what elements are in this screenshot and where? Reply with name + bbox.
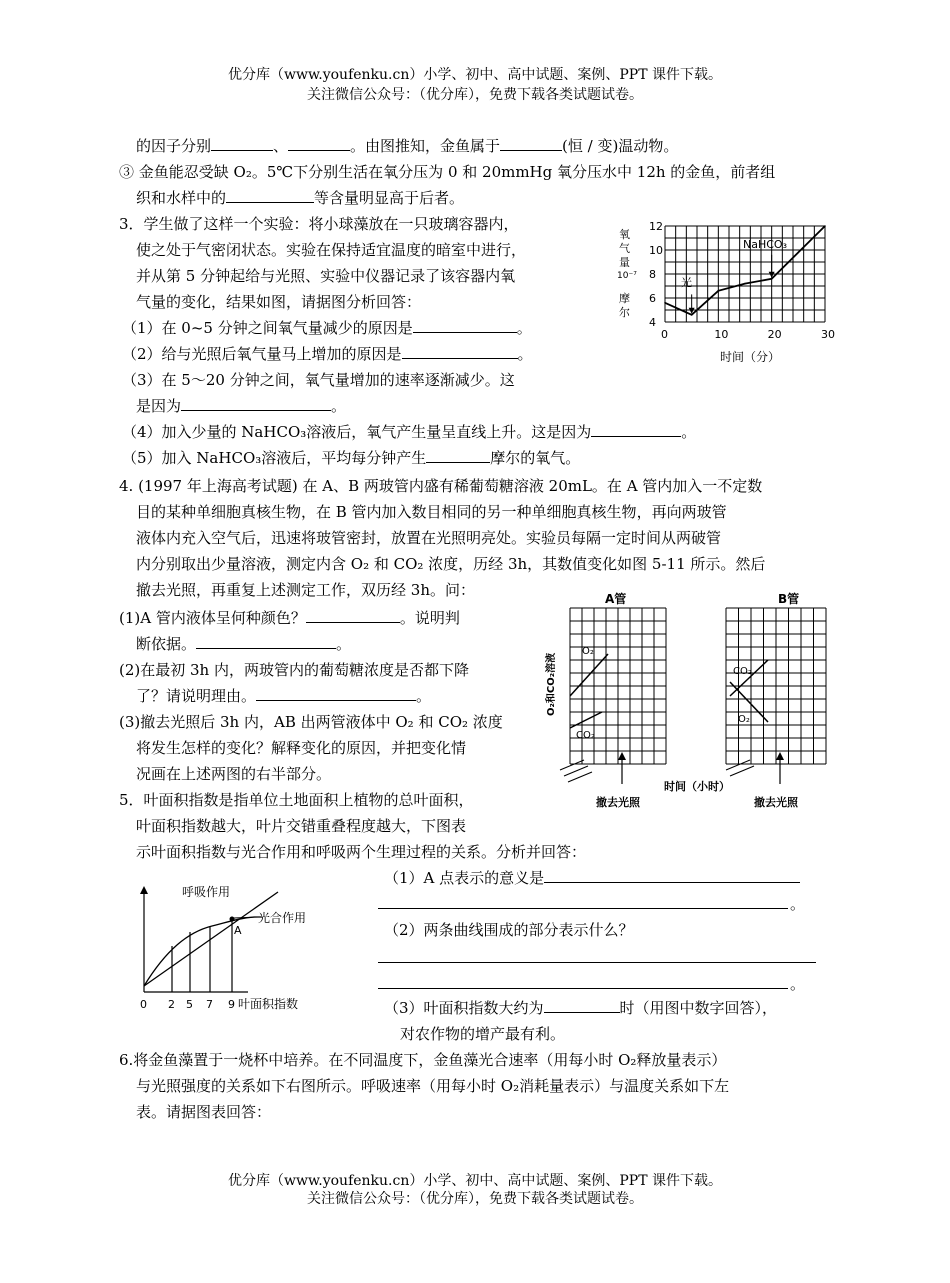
q5-sub-1: （1）A 点表示的意义是	[384, 868, 800, 888]
tick-9: 9	[228, 998, 235, 1011]
line-3: 织和水样中的 等含量明显高于后者。	[136, 189, 465, 207]
oxygen-y-label: 氧	[619, 228, 630, 241]
respiration-label: 呼吸作用	[182, 885, 231, 899]
y-tick-label: 12	[649, 220, 663, 233]
period-mark: 。	[790, 975, 806, 993]
q5-sub-2: （2）两条曲线围成的部分表示什么？	[384, 921, 634, 939]
oxygen-data-point	[744, 283, 746, 285]
q5-line-1: 5．叶面积指数是指单位土地面积上植物的总叶面积，	[119, 791, 474, 809]
q5-line-2: 叶面积指数越大，叶片交错重叠程度越大，下图表	[136, 817, 467, 835]
q3-line-2: 使之处于气密闭状态。实验在保持适宜温度的暗室中进行，	[136, 241, 527, 259]
answer-line	[378, 908, 788, 909]
tube-a-co2-label: CO₂	[576, 730, 595, 741]
oxygen-data-point	[824, 225, 826, 227]
oxygen-y-label-5: 摩	[619, 292, 630, 305]
tick-7: 7	[206, 998, 213, 1011]
q3-line-3: 并从第 5 分钟起给与光照、实验中仪器记录了该容器内氧	[136, 267, 516, 285]
tube-y-label: O₂和CO₂溶液	[546, 652, 557, 716]
oxygen-y-label-6: 尔	[619, 306, 630, 319]
oxygen-y-label-2: 气	[619, 242, 630, 255]
q6-line-1: 6.将金鱼藻置于一烧杯中培养。在不同温度下，金鱼藻光合速率（用每小时 O₂释放量表示）	[119, 1051, 727, 1069]
q3-sub-5: （5）加入 NaHCO₃溶液后，平均每分钟产生 摩尔的氧气。	[122, 449, 581, 467]
x-tick-label: 10	[714, 328, 729, 341]
tube-a-co2-line	[570, 712, 602, 728]
tube-a-annot: 撤去光照	[596, 796, 640, 809]
q5-line-3: 示叶面积指数与光合作用和呼吸两个生理过程的关系。分析并回答：	[136, 843, 587, 861]
oxygen-y-label-3: 量	[619, 256, 630, 269]
tube-b-o2-label: O₂	[738, 714, 750, 725]
q5-sub-3: （3）叶面积指数大约为 时（用图中数字回答），	[384, 999, 778, 1017]
point-a	[230, 917, 235, 922]
answer-line	[378, 988, 788, 989]
annot-light: 光	[681, 276, 692, 289]
y-tick-label: 6	[649, 292, 656, 305]
q3-line-4: 气量的变化，结果如图，请据图分析回答：	[136, 293, 422, 311]
q3-sub-3: （3）在 5～20 分钟之间，氧气量增加的速率逐渐减少。这	[122, 371, 515, 389]
footer-line-2: 关注微信公众号：（优分库），免费下载各类试题试卷。	[307, 1191, 643, 1207]
oxygen-x-label: 时间（分）	[720, 350, 781, 364]
q4-sub-3b: 将发生怎样的变化？解释变化的原因，并把变化情	[136, 739, 467, 757]
tube-a-o2-label: O₂	[582, 646, 594, 657]
tubes-chart	[540, 588, 840, 813]
header-line-1: 优分库（www.youfenku.cn）小学、初中、高中试题、案例、PPT 课件下载。	[227, 67, 722, 83]
tube-b-co2-label: CO₂	[733, 666, 752, 677]
point-a-label: A	[234, 924, 242, 937]
q3-sub-1: （1）在 0~5 分钟之间氧气量减少的原因是 。	[122, 319, 532, 337]
q6-line-2: 与光照强度的关系如下右图所示。呼吸速率（用每小时 O₂消耗量表示）与温度关系如下左	[136, 1077, 730, 1095]
q3-sub-4: （4）加入少量的 NaHCO₃溶液后，氧气产生量呈直线上升。这是因为 。	[122, 423, 697, 441]
q4-sub-1c: 断依据。 。	[136, 635, 352, 653]
y-tick-label: 4	[649, 316, 656, 329]
respiration-line	[144, 892, 278, 986]
tube-b-annot: 撤去光照	[754, 796, 798, 809]
footer-line-1: 优分库（www.youfenku.cn）小学、初中、高中试题、案例、PPT 课件下载。	[227, 1173, 722, 1189]
oxygen-data-point	[664, 302, 666, 304]
q4-line-3: 液体内充入空气后，迅速将玻管密封，放置在光照明亮处。实验员每隔一定时间从两破管	[136, 529, 722, 547]
q4-sub-2: (2)在最初 3h 内，两玻管内的葡萄糖浓度是否都下降	[119, 661, 469, 679]
tube-a-title: A管	[605, 592, 627, 606]
y-tick-label: 8	[649, 268, 656, 281]
tick-0: 0	[140, 998, 147, 1011]
q3-sub-3b: 是因为 。	[136, 397, 347, 415]
q4-line-1: 4. (1997 年上海高考试题) 在 A、B 两玻管内盛有稀葡萄糖溶液 20mL。在 A 管内加入一不定数	[119, 477, 763, 495]
annot-nahco3: NaHCO₃	[743, 238, 787, 251]
header-line-2: 关注微信公众号：（优分库），免费下载各类试题试卷。	[307, 87, 643, 103]
oxygen-data-point	[718, 290, 720, 292]
q4-sub-3: (3)撤去光照后 3h 内，AB 出两管液体中 O₂ 和 CO₂ 浓度	[119, 713, 503, 731]
period-mark: 。	[790, 895, 806, 913]
line-2: ③ 金鱼能忍受缺 O₂。5℃下分别生活在氧分压为 0 和 20mmHg 氧分压水中 12h 的金鱼，前者组	[119, 163, 776, 181]
oxygen-data-point	[771, 278, 773, 280]
x-tick-label: 30	[821, 328, 835, 341]
q5-sub-3c: 对农作物的增产最有利。	[400, 1025, 566, 1043]
q4-sub-2b: 了？请说明理由。 。	[136, 687, 432, 705]
oxygen-data-point	[691, 314, 693, 316]
line-1: 的因子分别 、 。由图推知，金鱼属于 (恒 / 变)温动物。	[136, 137, 679, 155]
q3-line-1: 3．学生做了这样一个实验：将小球藻放在一只玻璃容器内，	[119, 215, 519, 233]
tube-b-title: B管	[778, 592, 800, 606]
oxygen-data-point	[798, 252, 800, 254]
x-tick-label: 0	[661, 328, 668, 341]
photosynthesis-curve	[144, 917, 262, 986]
q4-sub-1: (1)A 管内液体呈何种颜色？ 。说明判	[119, 609, 460, 627]
leaf-area-chart	[128, 880, 348, 1015]
q4-line-4: 内分别取出少量溶液，测定内含 O₂ 和 CO₂ 浓度，历经 3h，其数值变化如图 5-11 所示。然后	[136, 555, 766, 573]
q4-sub-3c: 况画在上述两图的右半部分。	[136, 765, 332, 783]
q6-line-3: 表。请据图表回答：	[136, 1103, 272, 1121]
tick-5: 5	[186, 998, 193, 1011]
leaf-x-label: 叶面积指数	[238, 997, 299, 1011]
y-tick-label: 10	[649, 244, 663, 257]
tick-2: 2	[168, 998, 175, 1011]
q4-line-5: 撤去光照，再重复上述测定工作，双历经 3h。问：	[136, 581, 475, 599]
tube-x-label: 时间（小时）	[664, 780, 730, 793]
q4-line-2: 目的某种单细胞真核生物，在 B 管内加入数目相同的另一种单细胞真核生物，再向两玻管	[136, 503, 727, 521]
answer-line	[378, 962, 816, 963]
x-tick-label: 20	[767, 328, 782, 341]
photosynthesis-label: 光合作用	[258, 911, 307, 925]
oxygen-y-label-4: 10⁻⁷	[617, 271, 637, 281]
q3-sub-2: （2）给与光照后氧气量马上增加的原因是 。	[122, 345, 533, 363]
oxygen-time-chart	[615, 216, 845, 366]
